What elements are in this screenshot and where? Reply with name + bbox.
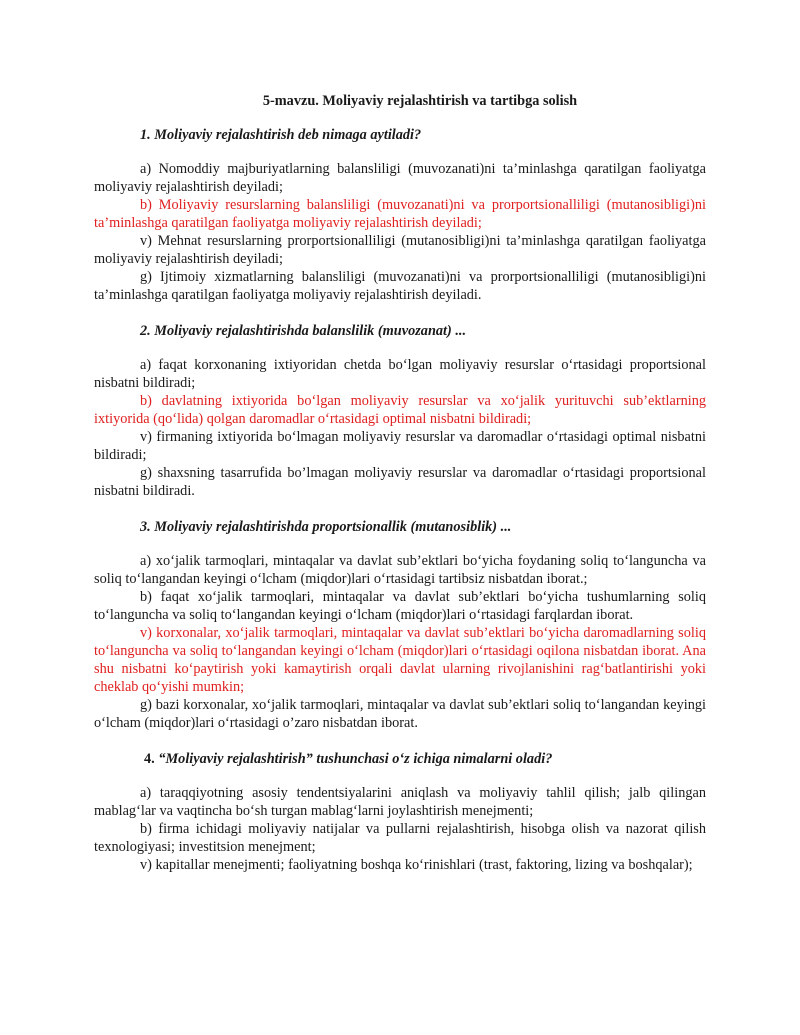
question-block-1 xyxy=(94,126,706,304)
question-text: “Moliyaviy rejalashtirish” tushunchasi o‘z ichiga nimalarni oladi? xyxy=(158,751,553,767)
answer-option: a) xo‘jalik tarmoqlari, mintaqalar va davlat sub’ektlari bo‘yicha foydaning soliq to‘languncha va soliq to‘langandan keyingi o‘lcham (miqdor)lari o‘rtasidagi tartibsiz nisbatdan iborat.; xyxy=(94,553,706,587)
answer-option: v) firmaning ixtiyorida bo‘lmagan moliyaviy resurslar va daromadlar o‘rtasidagi optimal nisbatni bildiradi; xyxy=(94,429,706,463)
answer-option-correct: v) korxonalar, xo‘jalik tarmoqlari, mintaqalar va davlat sub’ektlari bo‘yicha daromadlarning soliq to‘languncha va soliq to‘langandan keyingi o‘lcham (miqdor)lari o‘rtasidagi oqilona nisbatdan iborat. Ana shu nisbatni ko‘paytirish yoki kamaytirish orqali davlat ularning rivojlanishini rag‘batlantirishi yoki cheklab qo‘yishi mumkin; xyxy=(94,625,706,695)
answer-option: v) Mehnat resurslarning prorportsionalliligi (mutanosibligi)ni ta’minlashga qaratilgan faoliyatga moliyaviy rejalashtirish deyiladi; xyxy=(94,233,706,267)
question-number: 4. xyxy=(144,751,155,767)
document-page xyxy=(94,92,706,892)
answer-option: g) shaxsning tasarrufida bo’lmagan moliyaviy resurslar va daromadlar o‘rtasidagi proportsional nisbatni bildiradi. xyxy=(94,465,706,499)
question-heading: 2. Moliyaviy rejalashtirishda balanslilik (muvozanat) ... xyxy=(140,323,467,339)
question-block-4 xyxy=(94,750,706,874)
answer-option: v) kapitallar menejmenti; faoliyatning boshqa ko‘rinishlari (trast, faktoring, lizing va boshqalar); xyxy=(140,857,693,873)
question-heading: 1. Moliyaviy rejalashtirish deb nimaga aytiladi? xyxy=(140,127,422,143)
answer-option: g) Ijtimoiy xizmatlarning balansliligi (muvozanati)ni va prorportsionalliligi (mutanosibligi)ni ta’minlashga qaratilgan faoliyatga moliyaviy rejalashtirish deyiladi. xyxy=(94,269,706,303)
answer-option: a) faqat korxonaning ixtiyoridan chetda bo‘lgan moliyaviy resurslar o‘rtasidagi proportsional nisbatni bildiradi; xyxy=(94,357,706,391)
question-heading xyxy=(94,750,706,768)
question-block-3 xyxy=(94,518,706,732)
answer-option-correct: b) davlatning ixtiyorida bo‘lgan moliyaviy resurslar va xo‘jalik yurituvchi sub’ektlarning ixtiyorida (qo‘lida) qolgan daromadlar o‘rtasidagi optimal nisbatni bildiradi; xyxy=(94,393,706,427)
answer-option: a) Nomoddiy majburiyatlarning balansliligi (muvozanati)ni ta’minlashga qaratilgan faoliyatga moliyaviy rejalashtirish deyiladi; xyxy=(94,161,706,195)
answer-option: a) taraqqiyotning asosiy tendentsiyalarini aniqlash va moliyaviy tahlil qilish; jalb qilingan mablag‘lar va vaqtincha bo‘sh turgan mablag‘larni joylashtirish menejmenti; xyxy=(94,785,706,819)
answer-option: b) faqat xo‘jalik tarmoqlari, mintaqalar va davlat sub’ektlari bo‘yicha tushumlarning soliq to‘languncha va soliq to‘langandan keyingi o‘lcham (miqdor)lari o‘rtasidagi farqlardan iborat. xyxy=(94,589,706,623)
question-heading: 3. Moliyaviy rejalashtirishda proportsionallik (mutanosiblik) ... xyxy=(140,519,512,535)
answer-option-correct: b) Moliyaviy resurslarning balansliligi (muvozanati)ni va prorportsionalliligi (mutanosibligi)ni ta’minlashga qaratilgan faoliyatga moliyaviy rejalashtirish deyiladi; xyxy=(94,197,706,231)
answer-option: g) bazi korxonalar, xo‘jalik tarmoqlari, mintaqalar va davlat sub’ektlari soliq to‘langandan keyingi o‘lcham (miqdor)lari o‘rtasidagi o’zaro nisbatdan iborat. xyxy=(94,697,706,731)
page-title: 5-mavzu. Moliyaviy rejalashtirish va tartibga solish xyxy=(262,93,578,109)
answer-option: b) firma ichidagi moliyaviy natijalar va pullarni rejalashtirish, hisobga olish va nazorat qilish texnologiyasi; investitsion menejment; xyxy=(94,821,706,855)
question-block-2 xyxy=(94,322,706,500)
